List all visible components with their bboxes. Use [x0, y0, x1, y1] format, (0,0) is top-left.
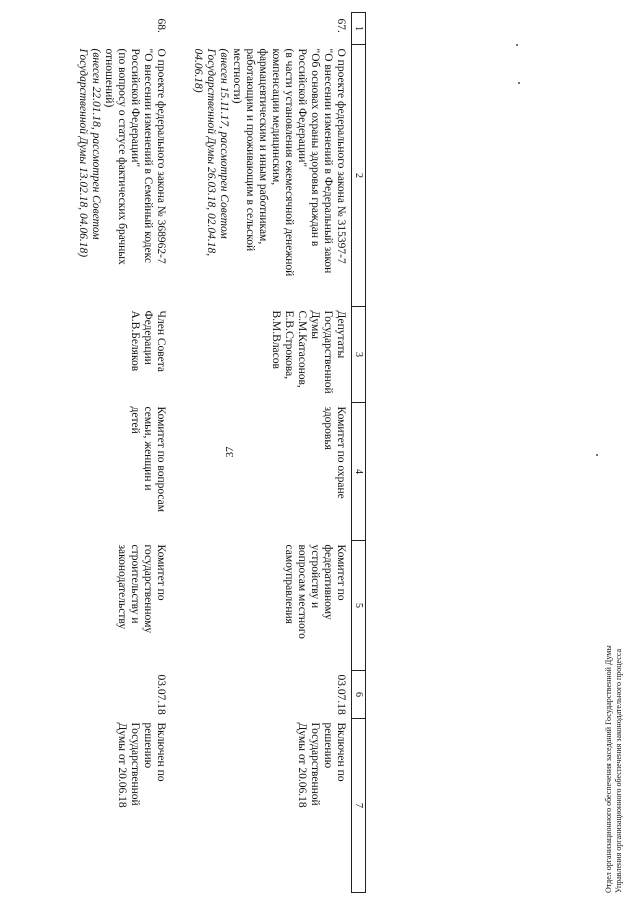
co-committee-line: законодательству [116, 544, 128, 630]
author-line: Государственной [322, 310, 334, 394]
review-date: 03.07.18 [155, 674, 167, 715]
table-header-row [352, 13, 366, 893]
bill-text-line: Российской Федерации" [296, 48, 308, 168]
column-header: 6 [352, 671, 366, 719]
co-committee-line: вопросам местного [296, 544, 308, 639]
bill-text-line: (в части установления ежемесячной денежной [283, 48, 295, 277]
decision-line: Думы от 20.06.18 [116, 722, 128, 808]
bill-text-line: "О внесении изменений в Семейный кодекс [142, 48, 154, 263]
decision-line: Включен по [155, 722, 167, 782]
bill-authors [76, 307, 191, 403]
column-header: 2 [352, 45, 366, 307]
bill-status-line: (внесен 15.11.17, рассмотрен Советом [218, 48, 230, 239]
footer-line: Управления организационного обеспечения законодательного процесса [614, 648, 623, 893]
bill-text-line: отношений) [103, 48, 115, 108]
bill-description [76, 45, 191, 307]
inclusion-decision [191, 719, 352, 893]
bill-text-line: Российской Федерации" [129, 48, 141, 168]
co-committee [76, 541, 191, 671]
rotated-page [77, 0, 510, 905]
author-line: А.В.Беляков [129, 310, 141, 372]
row-number: 67. [335, 18, 347, 33]
bill-text-line: фармацевтическим и иным работникам, [257, 48, 269, 245]
responsible-committee [76, 403, 191, 541]
co-committee-line: Комитет по [335, 544, 347, 601]
agenda-table-wrapper [56, 12, 366, 892]
bill-text-line: компенсации медицинским, [270, 48, 282, 186]
co-committee-line: Комитет по [155, 544, 167, 601]
co-committee [191, 541, 352, 671]
committee-line: Комитет по вопросам [155, 406, 167, 513]
table-row [76, 13, 191, 893]
decision-line: Включен по [335, 722, 347, 782]
column-header: 5 [352, 541, 366, 671]
bill-text-line: местности) [231, 48, 243, 104]
inclusion-decision [76, 719, 191, 893]
document-footer [604, 593, 624, 893]
bill-text-line: О проекте федерального закона № 368962-7 [155, 48, 167, 264]
bill-status-line: Государственной Думы 26.03.18, 02.04.18, [205, 48, 217, 257]
co-committee-line: федеративному [322, 544, 334, 620]
agenda-table [76, 12, 366, 893]
author-line: Думы [309, 310, 321, 339]
column-header: 3 [352, 307, 366, 403]
decision-line: Государственной [309, 722, 321, 806]
author-line: Член Совета [155, 310, 167, 373]
table-row [191, 13, 352, 893]
committee-line: Комитет по охране [335, 406, 347, 499]
committee-line: детей [129, 406, 141, 434]
footer-line: Отдел организационного обеспечения заседаний Государственной Думы [604, 645, 613, 893]
scan-speck [516, 44, 518, 46]
bill-text-line: работающим и проживающим в сельской [244, 48, 256, 252]
page-number: 37 [224, 446, 236, 458]
co-committee-line: устройству и [309, 544, 321, 609]
bill-text-line: О проекте федерального закона № 315397-7 [335, 48, 347, 264]
responsible-committee [191, 403, 352, 541]
committee-line: здоровья [322, 406, 334, 450]
committee-line: семьи, женщин и [142, 406, 154, 491]
decision-line: решению [142, 722, 154, 769]
review-date: 03.07.18 [335, 674, 347, 715]
author-line: Е.В.Строкова, [283, 310, 295, 380]
co-committee-line: строительству и [129, 544, 141, 624]
bill-text-line: "Об основах охраны здоровья граждан в [309, 48, 321, 247]
column-header: 1 [352, 13, 366, 45]
scan-speck [596, 454, 598, 456]
decision-line: решению [322, 722, 334, 769]
bill-status-line: Государственной Думы 13.02.18, 04.06.18) [77, 48, 89, 258]
co-committee-line: самоуправления [283, 544, 295, 624]
bill-description [191, 45, 352, 307]
column-header: 4 [352, 403, 366, 541]
row-number: 68. [155, 18, 167, 33]
co-committee-line: государственному [142, 544, 154, 634]
bill-status-line: 04.06.18) [192, 48, 204, 93]
author-line: Депутаты [335, 310, 347, 359]
decision-line: Государственной [129, 722, 141, 806]
author-line: Федерации [142, 310, 154, 365]
scan-speck [518, 82, 520, 84]
bill-text-line: (по вопросу о статусе фактических брачных [116, 48, 128, 265]
bill-status-line: (внесен 22.01.18, рассмотрен Советом [90, 48, 102, 240]
column-header: 7 [352, 719, 366, 893]
bill-text-line: "О внесении изменений в Федеральный закон [322, 48, 334, 274]
author-line: В.М.Власов [270, 310, 282, 369]
author-line: С.М.Катасонов, [296, 310, 308, 388]
bill-authors [191, 307, 352, 403]
decision-line: Думы от 20.06.18 [296, 722, 308, 808]
